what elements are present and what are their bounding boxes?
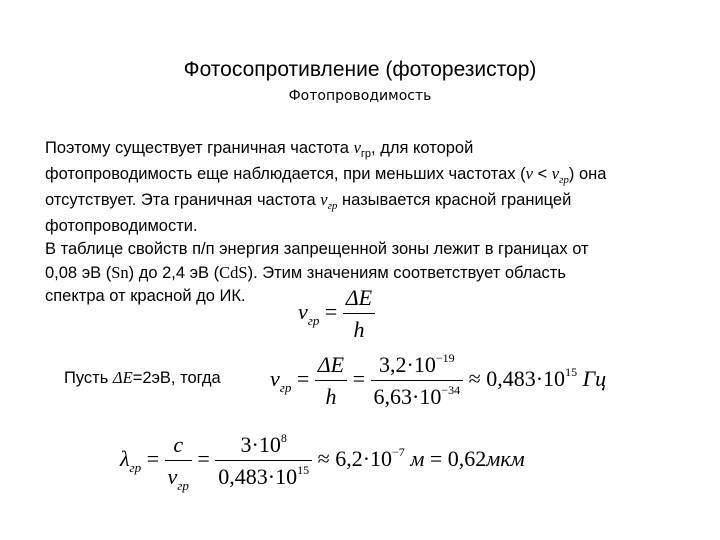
fraction: $\frac{\Delta E}{h}$ [315,352,347,410]
paragraph-line-1: Поэтому существует граничная частота $\nu_{гр}$, для которой [45,138,474,160]
formula-wavelength-calc: $\lambda_{гр}$ = $\frac{c}{\nu_{гр}}$ = $\frac{3\cdot 10^8}{0,483\cdot 10^{15}}$ ≈ $6,2\cdot 10^{-7}$ м = 0,62мкм [120,431,525,493]
fraction: $\frac{3,2\cdot 10^{-19}}{6,63\cdot 10^{-34}}$ [371,352,464,410]
fraction: $\frac{\Delta E}{h}$ [343,285,375,343]
page-title: Фотосопротивление (фоторезистор) [183,58,537,81]
paragraph-line-2: фотопроводимость еще наблюдается, при меньших частотах $(\nu < \nu_{гр})$ она [45,164,607,187]
paragraph-line-6: 0,08 эВ (Sn) до 2,4 эВ (CdS). Этим значениям соответствует область [45,263,566,283]
paragraph-line-5: В таблице свойств п/п энергия запрещенной зоны лежит в границах от [45,239,589,258]
fraction: $\frac{c}{\nu_{гр}}$ [165,432,192,490]
paragraph-line-4: фотопроводимости. [45,216,198,235]
formula-frequency-calc: $\nu_{гр}$ = $\frac{\Delta E}{h}$ = $\frac{3,2\cdot 10^{-19}}{6,63\cdot 10^{-34}}$ ≈ $0,483\cdot 10^{15}$ Гц [270,351,607,409]
paragraph-line-7: спектра от красной до ИК. [45,287,246,306]
page-subtitle: Фотопроводимость [288,88,432,104]
formula-red-boundary: $\nu_{гр}$ = $\frac{\Delta E}{h}$ [298,285,375,343]
fraction: $\frac{3\cdot 10^8}{0,483\cdot 10^{15}}$ [215,432,312,490]
body-paragraph [45,136,695,308]
assumption-text: Пусть ΔE=2эВ, тогда [64,368,221,387]
paragraph-line-3: отсутствует. Эта граничная частота $\nu_{гр}$ называется красной границей [45,190,572,213]
